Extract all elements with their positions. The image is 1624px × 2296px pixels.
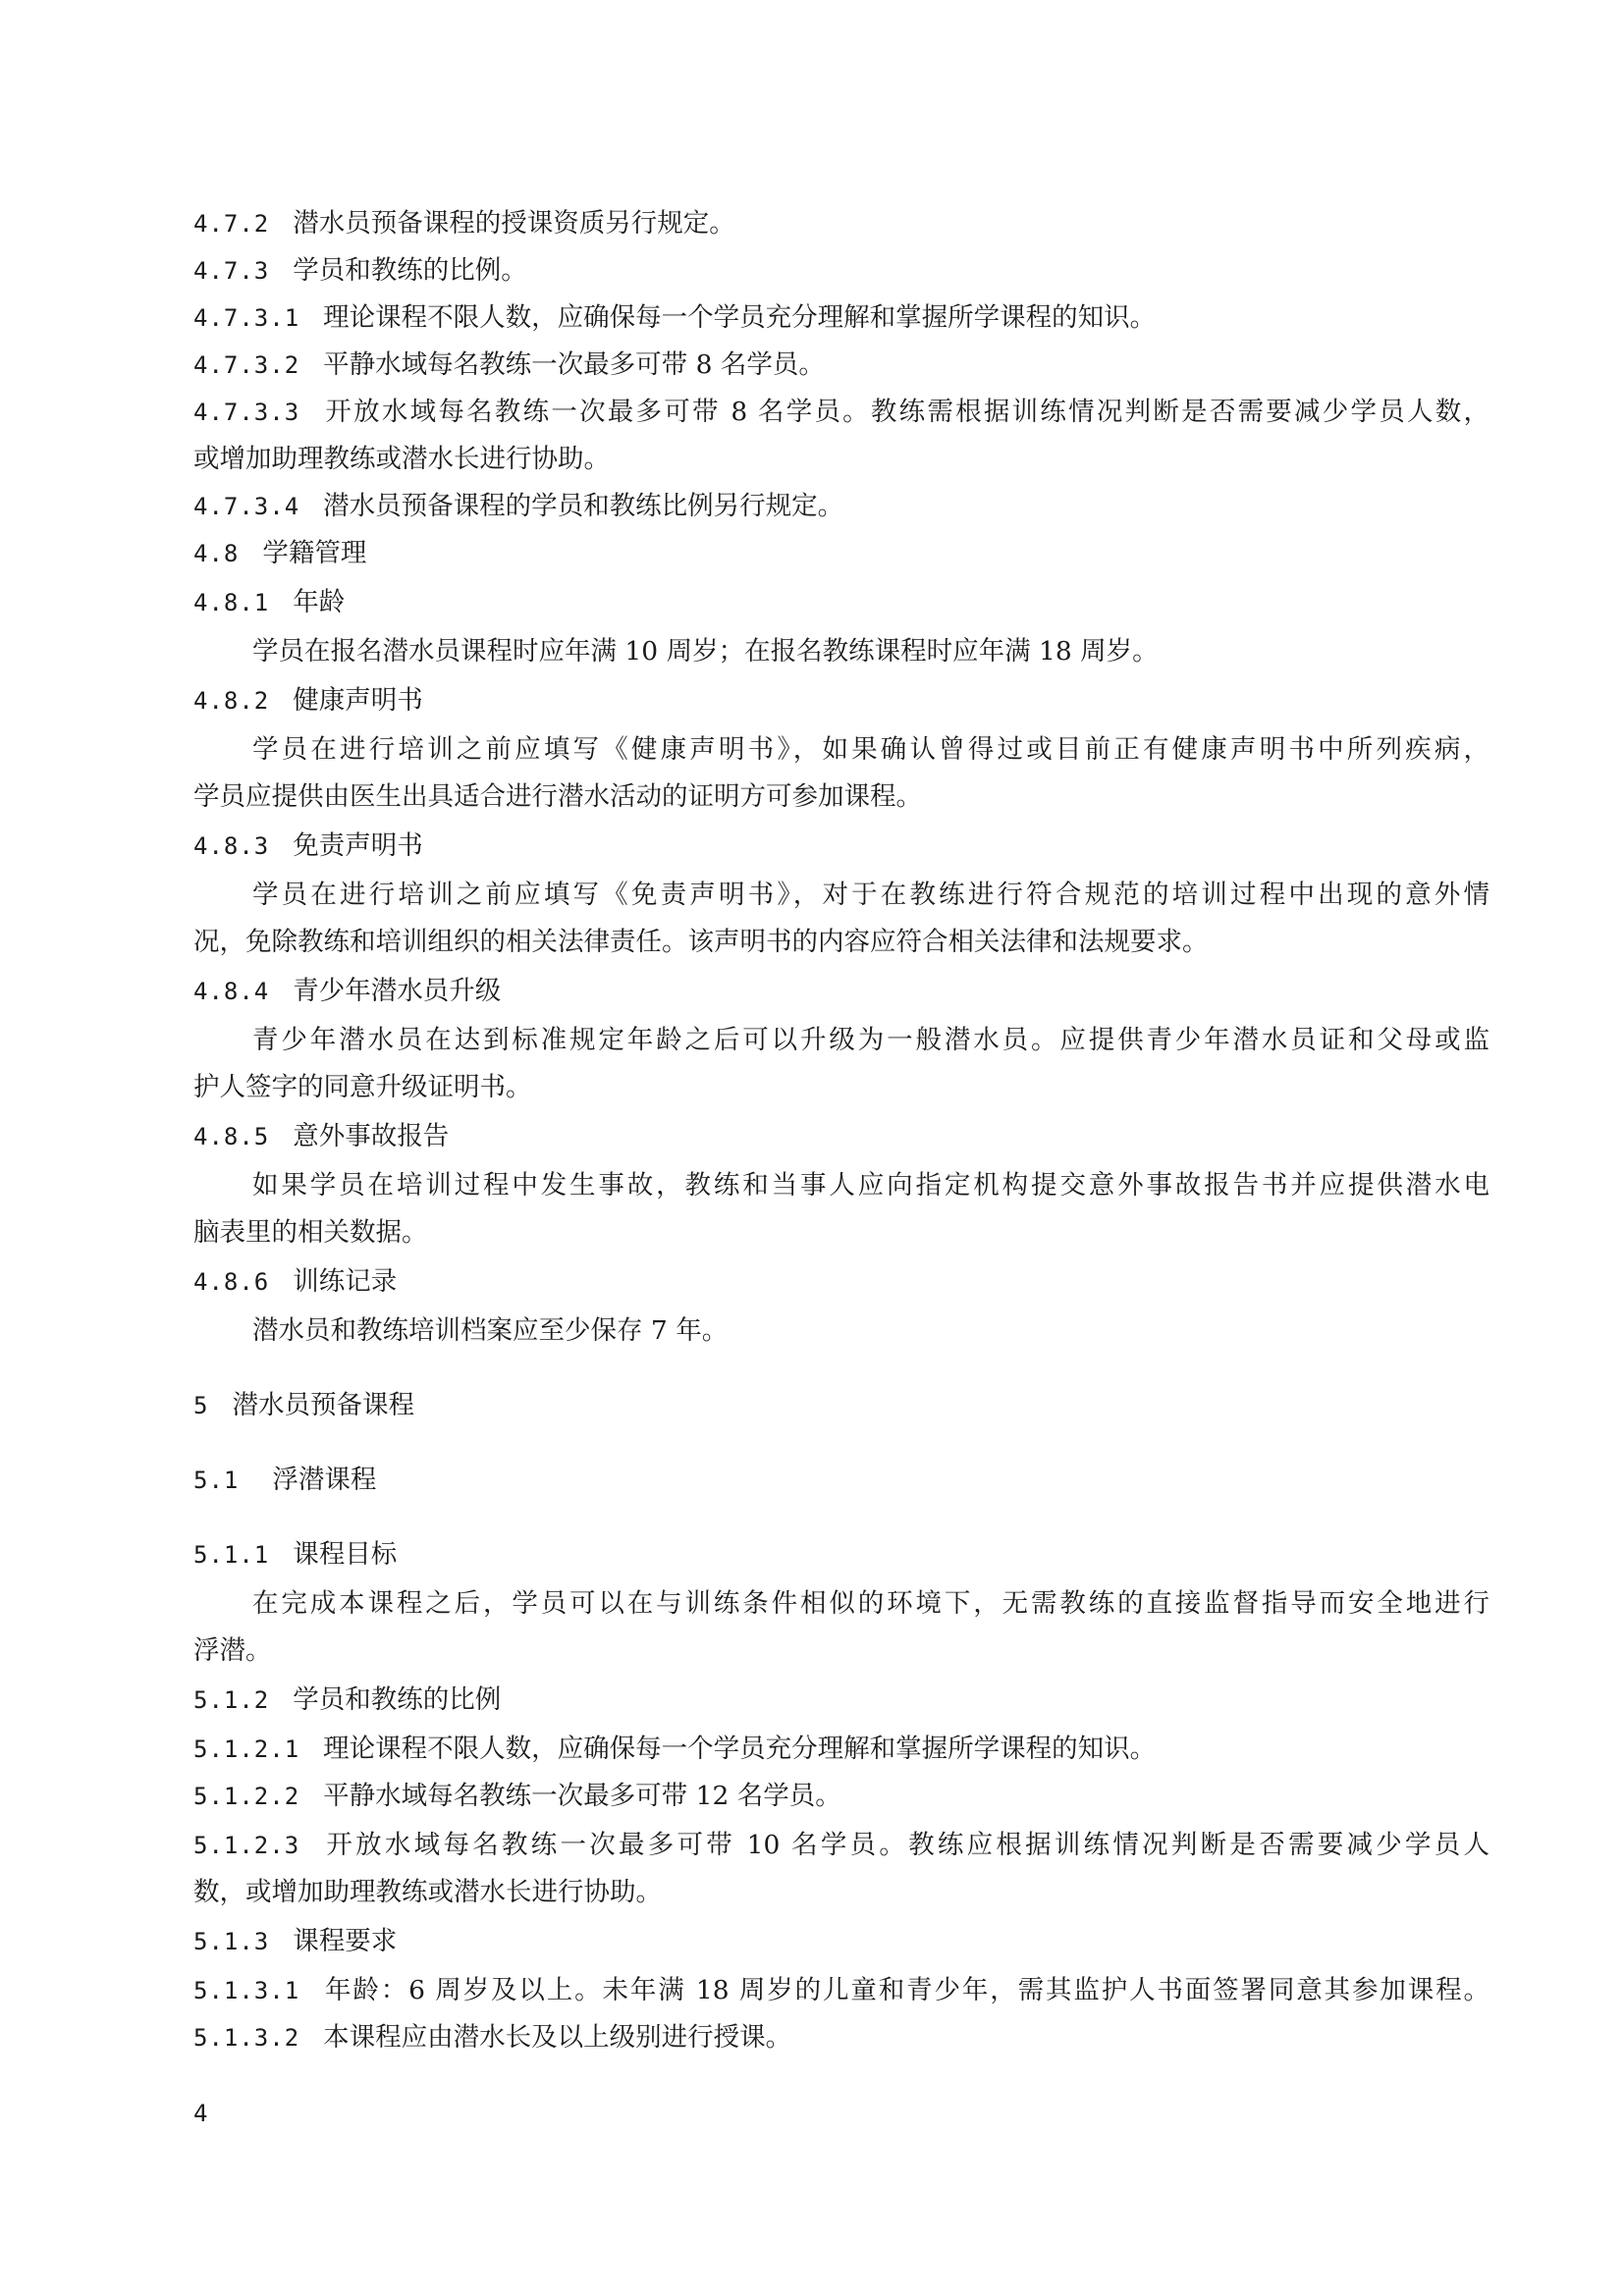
- heading-4-8-6: [193, 1264, 1489, 1300]
- clause-number: 4.7.3.1: [193, 304, 300, 332]
- clause-number: 4.7.3.2: [193, 351, 300, 379]
- section-heading-5-1: [193, 1463, 1489, 1498]
- clause-4-7-3-1: [193, 300, 1489, 336]
- clause-text: 潜水员预备课程的学员和教练比例另行规定。: [323, 491, 844, 521]
- clause-5-1-3-1: [193, 1973, 1489, 2008]
- clause-5-1-3-2: [193, 2020, 1489, 2056]
- heading-4-8-3: [193, 828, 1489, 864]
- heading-number: 5.1.1: [193, 1541, 270, 1569]
- clause-4-7-3-2: [193, 347, 1489, 383]
- heading-4-8-5: [193, 1119, 1489, 1154]
- paragraph-continuation: 脑表里的相关数据。: [193, 1217, 428, 1248]
- paragraph: 在完成本课程之后，学员可以在与训练条件相似的环境下，无需教练的直接监督指导而安全地进行: [252, 1588, 1489, 1619]
- clause-5-1-2-2: [193, 1779, 1489, 1814]
- paragraph: 青少年潜水员在达到标准规定年龄之后可以升级为一般潜水员。应提供青少年潜水员证和父母或监: [252, 1025, 1489, 1055]
- heading-number: 5: [193, 1392, 209, 1419]
- clause-number: 5.1.3.1: [193, 1977, 300, 2004]
- heading-text: 免责声明书: [293, 830, 423, 861]
- heading-text: 训练记录: [293, 1266, 398, 1297]
- heading-number: 4.8.6: [193, 1268, 270, 1296]
- heading-text: 学籍管理: [262, 538, 367, 568]
- page-number: 4: [193, 2100, 208, 2127]
- clause-number: 5.1.2.2: [193, 1783, 300, 1810]
- heading-text: 浮潜课程: [272, 1465, 377, 1495]
- clause-number: 4.7.3.3: [193, 399, 300, 426]
- clause-text: 年龄：6 周岁及以上。未年满 18 周岁的儿童和青少年，需其监护人书面签署同意其参加课程。: [323, 1975, 1489, 2005]
- heading-text: 健康声明书: [293, 685, 423, 716]
- paragraph: 如果学员在培训过程中发生事故，教练和当事人应向指定机构提交意外事故报告书并应提供潜水电: [252, 1170, 1489, 1201]
- paragraph: 学员在报名潜水员课程时应年满 10 周岁；在报名教练课程时应年满 18 周岁。: [252, 636, 1159, 667]
- clause-text-continuation: 或增加助理教练或潜水长进行协助。: [193, 444, 610, 474]
- heading-4-8-1: [193, 585, 1489, 620]
- heading-text: 意外事故报告: [293, 1121, 450, 1151]
- heading-text: 课程目标: [293, 1539, 398, 1570]
- heading-number: 4.8.1: [193, 589, 270, 616]
- heading-number: 4.8.2: [193, 687, 270, 715]
- heading-number: 4.8.5: [193, 1123, 270, 1150]
- heading-5-1-1: [193, 1537, 1489, 1573]
- clause-text: 开放水域每名教练一次最多可带 8 名学员。教练需根据训练情况判断是否需要减少学员人数，: [323, 397, 1489, 427]
- paragraph-continuation: 学员应提供由医生出具适合进行潜水活动的证明方可参加课程。: [193, 781, 922, 812]
- heading-number: 5.1.2: [193, 1686, 270, 1714]
- heading-number: 5.1: [193, 1467, 240, 1494]
- heading-number: 5.1.3: [193, 1928, 270, 1955]
- clause-number: 4.7.3.4: [193, 493, 300, 520]
- clause-text-continuation: 数，或增加助理教练或潜水长进行协助。: [193, 1877, 662, 1907]
- clause-number: 5.1.2.1: [193, 1735, 300, 1763]
- clause-text: 开放水域每名教练一次最多可带 10 名学员。教练应根据训练情况判断是否需要减少学员人: [323, 1830, 1489, 1860]
- clause-text: 潜水员预备课程的授课资质另行规定。: [293, 208, 735, 239]
- heading-5-1-2: [193, 1682, 1489, 1718]
- paragraph-continuation: 况，免除教练和培训组织的相关法律责任。该声明书的内容应符合相关法律和法规要求。: [193, 927, 1209, 957]
- clause-text: 理论课程不限人数，应确保每一个学员充分理解和掌握所学课程的知识。: [323, 1734, 1157, 1764]
- heading-text: 青少年潜水员升级: [293, 976, 502, 1006]
- clause-text: 理论课程不限人数，应确保每一个学员充分理解和掌握所学课程的知识。: [323, 302, 1157, 333]
- chapter-heading-5: [193, 1388, 1489, 1423]
- clause-text: 学员和教练的比例。: [293, 255, 527, 286]
- clause-text: 平静水域每名教练一次最多可带 8 名学员。: [323, 349, 825, 380]
- paragraph: 学员在进行培训之前应填写《免责声明书》，对于在教练进行符合规范的培训过程中出现的意外情: [252, 880, 1489, 910]
- heading-number: 4.8.3: [193, 832, 270, 860]
- heading-4-8-2: [193, 683, 1489, 719]
- heading-number: 4.8.4: [193, 978, 270, 1005]
- paragraph-continuation: 浮潜。: [193, 1635, 272, 1666]
- clause-4-7-3: [193, 253, 1489, 289]
- document-page: [193, 0, 1489, 2296]
- clause-number: 4.7.3: [193, 257, 270, 285]
- heading-number: 4.8: [193, 540, 240, 567]
- heading-4-8-4: [193, 974, 1489, 1009]
- clause-4-7-2: [193, 206, 1489, 241]
- heading-text: 年龄: [293, 587, 346, 617]
- clause-4-7-3-4: [193, 489, 1489, 524]
- paragraph-continuation: 护人签字的同意升级证明书。: [193, 1072, 532, 1102]
- clause-number: 5.1.2.3: [193, 1832, 300, 1859]
- heading-text: 课程要求: [293, 1926, 398, 1956]
- clause-4-7-3-3: [193, 395, 1489, 430]
- clause-number: 5.1.3.2: [193, 2024, 300, 2052]
- paragraph: 潜水员和教练培训档案应至少保存 7 年。: [252, 1315, 729, 1346]
- heading-text: 学员和教练的比例: [293, 1684, 502, 1715]
- clause-text: 本课程应由潜水长及以上级别进行授课。: [323, 2022, 792, 2053]
- clause-5-1-2-3: [193, 1828, 1489, 1863]
- clause-5-1-2-1: [193, 1732, 1489, 1767]
- heading-text: 潜水员预备课程: [232, 1390, 414, 1420]
- section-heading-4-8: [193, 536, 1489, 571]
- heading-5-1-3: [193, 1924, 1489, 1959]
- paragraph: 学员在进行培训之前应填写《健康声明书》，如果确认曾得过或目前正有健康声明书中所列疾病，: [252, 734, 1489, 765]
- clause-number: 4.7.2: [193, 210, 270, 238]
- clause-text: 平静水域每名教练一次最多可带 12 名学员。: [323, 1781, 841, 1811]
